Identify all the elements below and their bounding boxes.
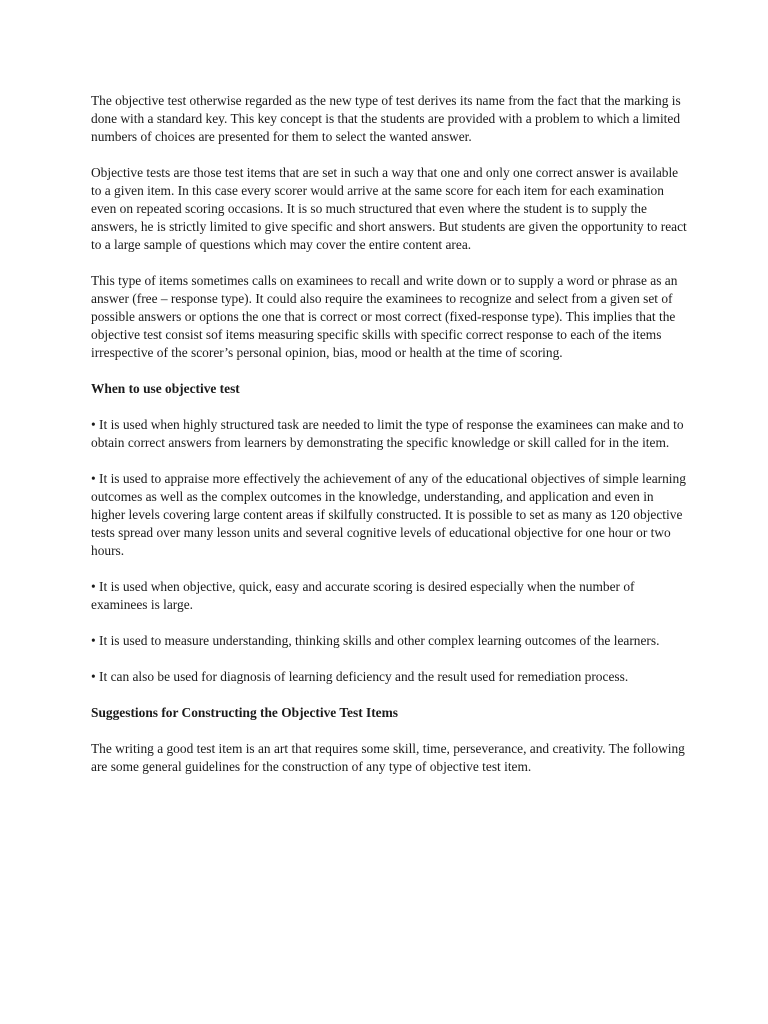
bullet-item-diagnosis: • It can also be used for diagnosis of learning deficiency and the result used for remediation process. [91, 669, 629, 684]
bullet-item-appraise-achievement: • It is used to appraise more effectively the achievement of any of the educational objectives of simple learning outcomes as well as the complex outcomes in the knowledge, understanding, and application and even in higher levels covering large content areas if skilfully constructed. It is possible to set as many as 120 objective tests spread over many lesson units and several cognitive levels of educational objective for one hour or two hours. [91, 471, 686, 558]
paragraph-definition: Objective tests are those test items that are set in such a way that one and only one correct answer is available to a given item. In this case every scorer would arrive at the same score for each item for each examination even on repeated scoring occasions. It is so much structured that even where the student is to supply the answers, he is strictly limited to give specific and short answers. But students are given the opportunity to react to a large sample of questions which may cover the entire content area. [91, 165, 687, 252]
bullet-item-accurate-scoring: • It is used when objective, quick, easy and accurate scoring is desired especially when the number of examinees is large. [91, 579, 635, 612]
bullet-item-measure-understanding: • It is used to measure understanding, thinking skills and other complex learning outcomes of the learners. [91, 633, 660, 648]
paragraph-guidelines: The writing a good test item is an art that requires some skill, time, perseverance, and creativity. The following are some general guidelines for the construction of any type of objective test item. [91, 741, 685, 774]
section-heading-suggestions: Suggestions for Constructing the Objective Test Items [91, 705, 398, 720]
section-heading-when-to-use: When to use objective test [91, 381, 240, 396]
paragraph-intro: The objective test otherwise regarded as the new type of test derives its name from the fact that the marking is done with a standard key. This key concept is that the students are provided with a problem to which a limited numbers of choices are presented for them to select the wanted answer. [91, 93, 681, 144]
bullet-item-structured-task: • It is used when highly structured task are needed to limit the type of response the examinees can make and to obtain correct answers from learners by demonstrating the specific knowledge or skill called for in the item. [91, 417, 684, 450]
document-body [91, 92, 691, 794]
paragraph-item-types: This type of items sometimes calls on examinees to recall and write down or to supply a word or phrase as an answer (free – response type). It could also require the examinees to recognize and select from a given set of possible answers or options the one that is correct or most correct (fixed-response type). This implies that the objective test consist sof items measuring specific skills with specific correct response to each of the items irrespective of the scorer’s personal opinion, bias, mood or health at the time of scoring. [91, 273, 678, 360]
